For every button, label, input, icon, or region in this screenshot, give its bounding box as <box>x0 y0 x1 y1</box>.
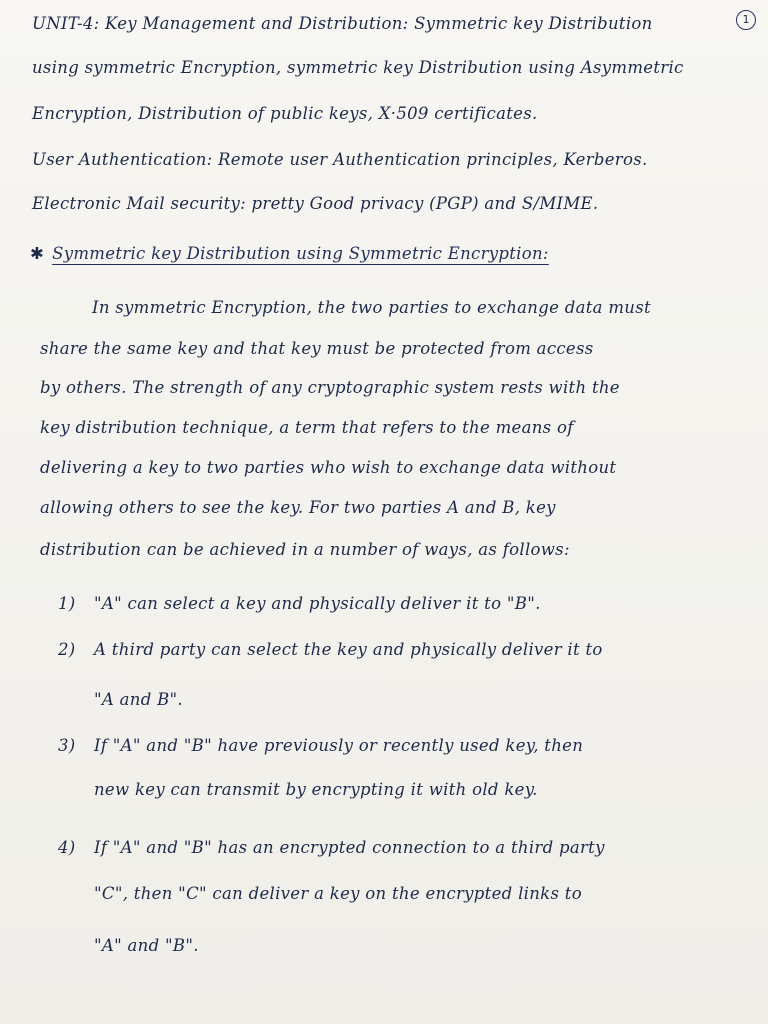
list-item <box>58 838 768 857</box>
paragraph-line-5: delivering a key to two parties who wish to exchange data without <box>40 458 617 477</box>
syllabus-line-2: using symmetric Encryption, symmetric key Distribution using Asymmetric <box>32 58 684 77</box>
list-item-text: If "A" and "B" have previously or recently used key, then <box>94 736 584 755</box>
list-item-number: 4) <box>58 838 76 857</box>
list-item-number: 2) <box>58 640 76 659</box>
section-heading <box>30 244 768 263</box>
syllabus-line-1: UNIT-4: Key Management and Distribution: Symmetric key Distribution <box>32 14 653 33</box>
paragraph-line-1: In symmetric Encryption, the two parties to exchange data must <box>92 298 651 317</box>
list-item-continuation: "A and B". <box>94 690 183 709</box>
syllabus-line-3: Encryption, Distribution of public keys, X·509 certificates. <box>32 104 538 123</box>
list-item-continuation: new key can transmit by encrypting it with old key. <box>94 780 538 799</box>
list-item-number: 1) <box>58 594 76 613</box>
paragraph-line-2: share the same key and that key must be protected from access <box>40 339 594 358</box>
paragraph-line-4: key distribution technique, a term that refers to the means of <box>40 418 574 437</box>
list-item <box>58 594 768 613</box>
syllabus-line-4: User Authentication: Remote user Authentication principles, Kerberos. <box>32 150 648 169</box>
list-item-number: 3) <box>58 736 76 755</box>
page-number: 1 <box>736 10 756 30</box>
list-item-text: A third party can select the key and physically deliver it to <box>94 640 603 659</box>
list-item-text: If "A" and "B" has an encrypted connection to a third party <box>94 838 605 857</box>
paragraph-line-6: allowing others to see the key. For two parties A and B, key <box>40 498 556 517</box>
list-item-continuation: "C", then "C" can deliver a key on the encrypted links to <box>94 884 582 903</box>
list-item-continuation: "A" and "B". <box>94 936 199 955</box>
list-item-text: "A" can select a key and physically deliver it to "B". <box>94 594 541 613</box>
list-item <box>58 640 768 659</box>
paragraph-line-7: distribution can be achieved in a number of ways, as follows: <box>40 540 570 559</box>
section-heading-text: Symmetric key Distribution using Symmetric Encryption: <box>52 244 549 263</box>
syllabus-line-5: Electronic Mail security: pretty Good privacy (PGP) and S/MIME. <box>32 194 599 213</box>
paragraph-line-3: by others. The strength of any cryptographic system rests with the <box>40 378 620 397</box>
list-item <box>58 736 768 755</box>
asterisk-icon: ✱ <box>30 244 45 263</box>
